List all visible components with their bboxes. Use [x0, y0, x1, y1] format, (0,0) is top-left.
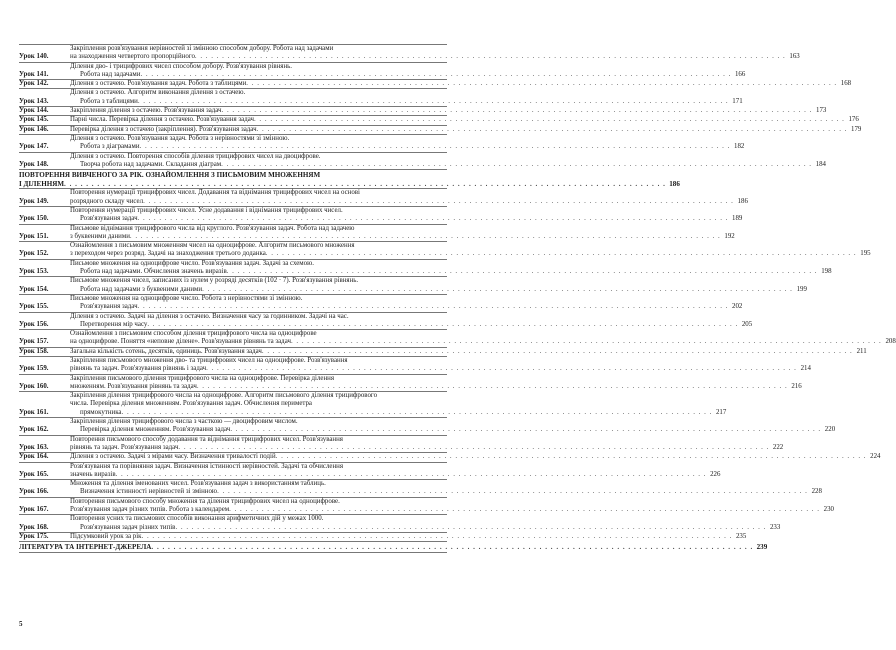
- entry-title: Визначення істинності нерівностей зі змінною: [80, 488, 218, 496]
- dot-leader: [178, 444, 769, 452]
- entry-line: [70, 330, 896, 338]
- dot-leader: [222, 107, 813, 115]
- entry-line: [70, 277, 807, 285]
- toc-lesson-row: [19, 392, 727, 417]
- page-ref: 228: [811, 488, 822, 496]
- entry-title: з переходом через розряд. Задачі на знаходження третього доданка: [70, 250, 266, 258]
- page-ref: 226: [710, 470, 721, 478]
- entry-lines: [67, 89, 743, 106]
- entry-line: [70, 321, 752, 329]
- toc-lesson-row: [19, 152, 826, 170]
- dot-leader: [276, 453, 867, 461]
- entry-line: [70, 498, 834, 506]
- entry-title: Письмове множення на одноцифрове число. Розв'язування задач. Задачі за схемою.: [70, 259, 314, 267]
- lesson-number: Урок 164.: [19, 453, 49, 461]
- entry-line: [70, 426, 835, 434]
- dot-leader: [195, 53, 786, 61]
- dot-leader: [116, 471, 707, 479]
- dot-leader: [151, 543, 753, 552]
- page-ref: 211: [856, 347, 867, 355]
- dot-leader: [138, 303, 729, 311]
- toc-lesson-row: [19, 435, 784, 453]
- entry-title: ПОВТОРЕННЯ ВИВЧЕНОГО ЗА РІК. ОЗНАЙОМЛЕННЯ З ПИСЬМОВИМ МНОЖЕННЯМ: [19, 171, 321, 180]
- entry-title: Закріплення розв'язування нерівностей зі змінною способом добору. Робота над задачами: [70, 45, 334, 52]
- toc-lesson-row: [19, 418, 836, 435]
- toc-section-row: [19, 542, 768, 552]
- entry-lines: [67, 277, 807, 294]
- entry-title: Ділення з остачею. Алгоритм виконання ділення з остачею.: [70, 89, 246, 97]
- lesson-number: Урок 167.: [19, 506, 49, 514]
- dot-leader: [246, 80, 837, 88]
- entry-lines: [67, 126, 861, 134]
- dot-leader: [229, 506, 820, 514]
- lesson-number: Урок 152.: [19, 250, 49, 258]
- entry-line: [70, 365, 811, 373]
- entry-title: Повторення нумерації трицифрових чисел. Усне додавання і віднімання трицифрових чисел.: [70, 206, 343, 214]
- entry-title: рівнянь та задач. Розв'язування рівнянь і задач: [70, 365, 207, 373]
- entry-lines: [67, 153, 826, 170]
- entry-title: Ознайомлення з письмовим способом ділення трицифрового числа на одноцифрове: [70, 330, 317, 338]
- lesson-number: Урок 141.: [19, 70, 49, 78]
- entry-title: Закріплення ділення трицифрового числа на одноцифрове. Алгоритм письмового ділення трицифрового: [70, 392, 378, 400]
- lesson-number: Урок 154.: [19, 285, 49, 293]
- entry-lines: [19, 171, 680, 188]
- entry-title: прямокутника: [80, 408, 122, 416]
- toc-lesson-row: [19, 259, 832, 277]
- lesson-number: Урок 159.: [19, 365, 49, 373]
- entry-line: [19, 171, 680, 180]
- lesson-number: Урок 160.: [19, 382, 49, 390]
- lesson-number: Урок 146.: [19, 125, 49, 133]
- dot-leader: [197, 383, 788, 391]
- entry-title: Ділення з остачею. Задачі з мірами часу. Визначення тривалості подій: [70, 453, 276, 461]
- lesson-number: Урок 148.: [19, 160, 49, 168]
- entry-title: Творча робота над задачами. Складання діаграм: [80, 160, 222, 168]
- toc-lesson-row: [19, 89, 743, 106]
- entry-line: [19, 180, 680, 189]
- entry-line: [70, 135, 744, 143]
- dot-leader: [64, 180, 666, 189]
- entry-title: з буквеними даними: [70, 232, 130, 240]
- lesson-number: Урок 168.: [19, 523, 49, 531]
- page-ref: 192: [724, 232, 735, 240]
- entry-title: Парні числа. Перевірка ділення з остачею. Розв'язування задач: [70, 116, 254, 124]
- toc-lesson-row: [19, 277, 807, 294]
- entry-line: [70, 161, 826, 169]
- entry-lines: [67, 463, 720, 480]
- entry-lines: [67, 189, 748, 206]
- entry-lines: [67, 533, 746, 541]
- dot-leader: [143, 198, 734, 206]
- entry-title: Загальна кількість сотень, десятків, одиниць. Розв'язування задач: [70, 347, 262, 355]
- dot-leader: [140, 71, 731, 79]
- entry-line: [70, 524, 780, 532]
- entry-line: [70, 392, 726, 400]
- entry-lines: [67, 313, 752, 330]
- page-ref: 217: [715, 408, 727, 416]
- entry-lines: [67, 260, 832, 277]
- lesson-number: Урок 162.: [19, 426, 49, 434]
- entry-lines: [67, 295, 742, 312]
- dot-leader: [206, 365, 797, 373]
- entry-title: Підсумковий урок за рік: [70, 532, 142, 540]
- lesson-number: Урок 157.: [19, 338, 49, 346]
- page-ref: 186: [669, 179, 680, 188]
- entry-line: [70, 313, 752, 321]
- entry-line: [70, 107, 826, 115]
- toc-lesson-row: [19, 189, 748, 206]
- entry-title: Закріплення ділення з остачею. Розв'язування задач: [70, 107, 222, 115]
- lesson-number: Урок 140.: [19, 53, 49, 61]
- page-ref: 208: [885, 338, 896, 346]
- toc-lesson-row: [19, 480, 822, 497]
- toc-lesson-row: [19, 330, 896, 347]
- dot-leader: [230, 426, 821, 434]
- entry-title: Закріплення письмового ділення трицифрового числа на одноцифрове. Перевірка ділення: [70, 374, 335, 382]
- toc-lesson-row: [19, 294, 743, 312]
- entry-title: Розв'язування задач: [80, 303, 138, 311]
- page-ref: 205: [741, 320, 753, 328]
- entry-title: Розв'язування задач різних типів. Робота з календарем: [70, 506, 230, 514]
- entry-line: [70, 383, 802, 391]
- entry-line: [70, 295, 742, 303]
- dot-leader: [291, 338, 882, 346]
- entry-title: Робота з таблицями: [80, 97, 138, 105]
- entry-line: [70, 80, 851, 88]
- toc-lesson-row: [19, 134, 745, 152]
- entry-line: [70, 153, 826, 161]
- toc-lesson-row: [19, 374, 802, 392]
- entry-lines: [67, 207, 742, 224]
- entry-title: Ділення з остачею. Розв'язування задач. Робота з таблицями: [70, 80, 247, 88]
- entry-title: Робота над задачами з буквеними даними: [80, 285, 203, 293]
- entry-title: Розв'язування та порівняння задач. Визначення істинності нерівностей. Задачі та обчислення: [70, 462, 344, 470]
- entry-title: Письмове множення на одноцифрове число. Робота з нерівностями зі змінною.: [70, 294, 303, 302]
- page-ref: 163: [789, 53, 800, 61]
- entry-lines: [67, 242, 871, 259]
- lesson-number: Урок 147.: [19, 143, 49, 151]
- entry-line: [70, 375, 802, 383]
- row-divider: [19, 552, 447, 553]
- entry-line: [70, 533, 746, 541]
- lesson-number: Урок 144.: [19, 107, 49, 115]
- entry-lines: [67, 436, 783, 453]
- entry-line: [70, 515, 780, 523]
- entry-title: множенням. Розв'язування рівнянь та задач: [70, 382, 197, 390]
- entry-line: [70, 444, 783, 452]
- entry-line: [70, 116, 859, 124]
- entry-line: [70, 89, 743, 97]
- toc-lesson-row: [19, 206, 743, 224]
- page-ref: 182: [734, 143, 745, 151]
- entry-title: Перевірка ділення з остачею (закріплення). Розв'язування задач: [70, 125, 257, 133]
- toc-lesson-row: [19, 45, 800, 62]
- dot-leader: [142, 533, 733, 541]
- entry-line: [70, 98, 743, 106]
- dot-leader: [140, 143, 731, 151]
- toc-lesson-row: [19, 62, 746, 80]
- entry-line: [70, 250, 871, 258]
- entry-lines: [67, 453, 881, 461]
- toc-lesson-row: [19, 125, 862, 134]
- entry-line: [70, 506, 834, 514]
- dot-leader: [202, 286, 793, 294]
- entry-line: [70, 303, 742, 311]
- entry-lines: [19, 543, 767, 552]
- page-ref: 168: [840, 80, 852, 88]
- page-ref: 189: [732, 215, 743, 223]
- toc-lesson-row: [19, 107, 827, 115]
- entry-title: Повторення письмового способу множення та ділення трицифрових чисел на одноцифрове.: [70, 497, 340, 505]
- page-ref: 166: [734, 70, 746, 78]
- entry-title: Множення та ділення іменованих чисел. Розв'язування задач з використанням таблиць.: [70, 480, 326, 488]
- entry-title: Повторення усних та письмових способів виконання арифметичних дій у межах 1000.: [70, 515, 324, 523]
- lesson-number: Урок 153.: [19, 268, 49, 276]
- lesson-number: Урок 151.: [19, 232, 49, 240]
- page-ref: 179: [851, 125, 862, 133]
- entry-title: Розв'язування задач різних типів: [80, 523, 176, 531]
- entry-title: Повторення нумерації трицифрових чисел. Додавання та віднімання трицифрових чисел на основі: [70, 189, 360, 197]
- toc-lesson-row: [19, 116, 859, 124]
- toc-lesson-row: [19, 356, 811, 374]
- lesson-number: Урок 163.: [19, 443, 49, 451]
- entry-title: на одноцифрове. Поняття «неповне ділене». Розв'язування рівнянь та задач: [70, 338, 291, 346]
- entry-line: [70, 71, 745, 79]
- toc-lesson-row: [19, 532, 747, 541]
- toc-lesson-row: [19, 515, 781, 532]
- dot-leader: [217, 488, 808, 496]
- dot-leader: [130, 233, 721, 241]
- dot-leader: [254, 116, 845, 124]
- entry-line: [70, 225, 735, 233]
- lesson-number: Урок 175.: [19, 532, 49, 540]
- entry-title: Ділення з остачею. Розв'язування задач. Робота з нерівностями зі змінною.: [70, 134, 290, 142]
- toc-lesson-row: [19, 462, 721, 480]
- entry-line: [70, 400, 726, 408]
- toc-lesson-row: [19, 312, 753, 330]
- toc-section-row: [19, 170, 680, 188]
- entry-title: І ДІЛЕННЯМ: [19, 179, 65, 188]
- lesson-number: Урок 161.: [19, 408, 49, 416]
- entry-title: числа. Перевірка ділення множенням. Розв'язування задач. Обчислення периметра: [70, 400, 312, 408]
- entry-line: [70, 233, 735, 241]
- entry-lines: [67, 63, 745, 80]
- page-ref: 224: [870, 453, 881, 461]
- entry-title: Закріплення ділення трицифрового числа з часткою — двоцифровим числом.: [70, 418, 298, 426]
- entry-title: Робота над задачами. Обчислення значень виразів: [80, 268, 227, 276]
- entry-lines: [67, 107, 826, 115]
- entry-title: Перетворення мір часу: [80, 320, 148, 328]
- dot-leader: [257, 126, 848, 134]
- entry-lines: [67, 418, 835, 435]
- page-ref: 230: [823, 506, 834, 514]
- entry-lines: [67, 480, 822, 497]
- entry-line: [70, 45, 800, 53]
- lesson-number: Урок 155.: [19, 303, 49, 311]
- entry-line: [70, 198, 748, 206]
- entry-line: [70, 348, 867, 356]
- entry-line: [70, 53, 800, 61]
- page-number: 5: [19, 620, 23, 628]
- page-ref: 199: [796, 285, 807, 293]
- page-ref: 222: [772, 443, 784, 451]
- entry-line: [70, 189, 748, 197]
- page-ref: 214: [800, 365, 811, 373]
- lesson-number: Урок 156.: [19, 320, 49, 328]
- entry-title: розрядного складу чисел: [70, 197, 144, 205]
- toc-lesson-row: [19, 242, 871, 259]
- entry-lines: [67, 515, 780, 532]
- entry-line: [70, 338, 896, 346]
- lesson-number: Урок 158.: [19, 347, 49, 355]
- entry-lines: [67, 375, 802, 392]
- entry-title: Письмове множення чисел, записаних із нулем у розряді десятків (102 · 7). Розв'язування рівнянь.: [70, 277, 359, 285]
- entry-line: [70, 453, 881, 461]
- entry-line: [70, 357, 811, 365]
- entry-line: [70, 463, 720, 471]
- page-ref: 198: [821, 268, 832, 276]
- lesson-number: Урок 143.: [19, 97, 49, 105]
- entry-title: Ознайомлення з письмовим множенням чисел на одноцифрове. Алгоритм письмового множення: [70, 242, 355, 250]
- entry-title: Ділення з остачею. Задачі на ділення з остачею. Визначення часу за годинником. Задачі на час.: [70, 312, 349, 320]
- page-ref: 176: [848, 116, 859, 124]
- dot-leader: [138, 98, 729, 106]
- table-of-contents: [19, 44, 896, 553]
- entry-lines: [67, 135, 744, 152]
- entry-lines: [67, 392, 726, 417]
- toc-lesson-row: [19, 347, 867, 356]
- entry-line: [70, 207, 742, 215]
- entry-line: [70, 471, 720, 479]
- dot-leader: [262, 348, 853, 356]
- dot-leader: [175, 524, 766, 532]
- entry-line: [70, 409, 726, 417]
- entry-title: значень виразів: [70, 470, 116, 478]
- page-ref: 220: [824, 426, 836, 434]
- entry-line: [70, 488, 822, 496]
- dot-leader: [227, 268, 818, 276]
- page-ref: 233: [769, 523, 781, 531]
- lesson-number: Урок 165.: [19, 470, 49, 478]
- toc-lesson-row: [19, 453, 881, 461]
- page-ref: 235: [735, 532, 747, 540]
- page-ref: 171: [732, 97, 743, 105]
- entry-line: [70, 242, 871, 250]
- page-ref: 186: [737, 197, 748, 205]
- page-ref: 239: [756, 543, 768, 552]
- entry-line: [70, 286, 807, 294]
- entry-line: [70, 126, 861, 134]
- entry-line: [70, 436, 783, 444]
- entry-title: Закріплення письмового множення дво- та трицифрових чисел на одноцифрове. Розв'язування: [70, 356, 348, 364]
- entry-line: [70, 480, 822, 488]
- entry-title: Робота над задачами: [80, 70, 141, 78]
- dot-leader: [221, 161, 812, 169]
- entry-lines: [67, 45, 800, 62]
- entry-title: ЛІТЕРАТУРА ТА ІНТЕРНЕТ-ДЖЕРЕЛА: [19, 543, 152, 552]
- lesson-number: Урок 145.: [19, 116, 49, 124]
- page-ref: 195: [860, 250, 871, 258]
- page-ref: 202: [732, 303, 743, 311]
- entry-line: [70, 143, 744, 151]
- entry-lines: [67, 116, 859, 124]
- lesson-number: Урок 149.: [19, 197, 49, 205]
- page-ref: 216: [791, 382, 802, 390]
- toc-lesson-row: [19, 80, 852, 88]
- dot-leader: [138, 215, 729, 223]
- dot-leader: [122, 409, 713, 417]
- entry-line: [70, 215, 742, 223]
- lesson-number: Урок 142.: [19, 80, 49, 88]
- entry-lines: [67, 225, 735, 242]
- entry-lines: [67, 80, 851, 88]
- entry-title: Ділення дво- і трицифрових чисел способом добору. Розв'язування рівнянь.: [70, 62, 293, 70]
- entry-title: на знаходження четвертого пропорційного: [70, 53, 195, 61]
- lesson-number: Урок 166.: [19, 488, 49, 496]
- entry-title: Повторення письмового способу додавання та віднімання трицифрових чисел. Розв'язування: [70, 435, 343, 443]
- entry-title: рівнянь та задач. Розв'язування задач: [70, 443, 179, 451]
- lesson-number: Урок 150.: [19, 215, 49, 223]
- entry-line: [70, 63, 745, 71]
- dot-leader: [266, 250, 857, 258]
- entry-title: Письмове віднімання трицифрового числа від круглого. Розв'язування задач. Робота над задачею: [70, 224, 355, 232]
- entry-title: Розв'язування задач: [80, 215, 138, 223]
- entry-title: Робота з діаграмами: [80, 143, 140, 151]
- entry-title: Ділення з остачею. Повторення способів ділення трицифрових чисел на двоцифрове.: [70, 152, 321, 160]
- entry-line: [70, 268, 832, 276]
- entry-line: [19, 543, 767, 552]
- page-ref: 184: [815, 160, 826, 168]
- dot-leader: [147, 321, 738, 329]
- page-ref: 173: [816, 107, 827, 115]
- entry-line: [70, 260, 832, 268]
- entry-lines: [67, 498, 834, 515]
- entry-title: Перевірка ділення множенням. Розв'язування задач: [80, 426, 231, 434]
- entry-lines: [67, 348, 867, 356]
- toc-lesson-row: [19, 224, 735, 242]
- entry-lines: [67, 330, 896, 347]
- toc-lesson-row: [19, 497, 834, 515]
- entry-line: [70, 418, 835, 426]
- entry-lines: [67, 357, 811, 374]
